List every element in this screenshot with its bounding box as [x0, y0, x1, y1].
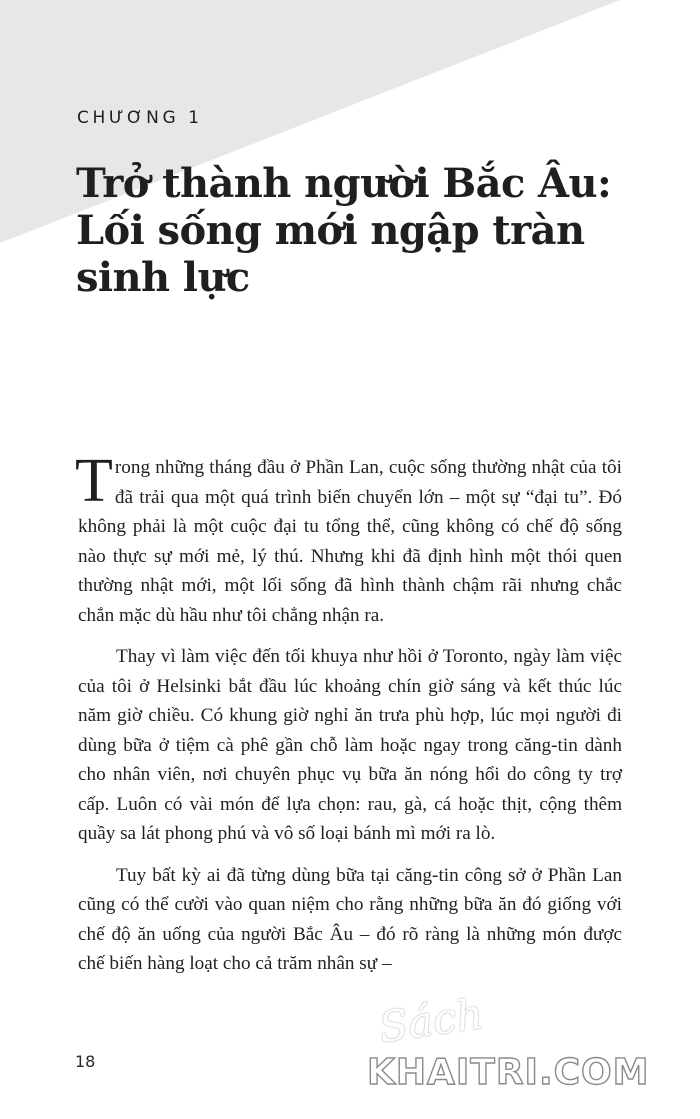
paragraph [75, 447, 622, 630]
page-number: 18 [75, 1052, 96, 1071]
drop-cap: T [75, 447, 113, 515]
chapter-title-line: Trở thành người Bắc Âu: [76, 160, 612, 207]
chapter-label: CHƯƠNG 1 [77, 108, 203, 128]
paragraph-text: rong những tháng đầu ở Phần Lan, cuộc sống thường nhật của tôi đã trải qua một quá trình biến chuyển lớn – một sự “đại tu”. Đó không phải là một cuộc đại tu tổng thể, cũng không có chế độ sống nào thực sự mới mẻ, lý thú. Nhưng khi đã định hình một thói quen thường nhật mới, một lối sống đã hình thành chậm rãi nhưng chắc chắn mặc dù hầu như tôi chẳng nhận ra. [78, 457, 622, 626]
chapter-title-line: sinh lực [76, 254, 250, 301]
watermark-logo [345, 988, 690, 1111]
body-text [75, 447, 622, 991]
watermark-script-text: Sách [376, 988, 487, 1053]
paragraph: Thay vì làm việc đến tối khuya như hồi ở Toronto, ngày làm việc của tôi ở Helsinki bắt đầu lúc khoảng chín giờ sáng và kết thúc lúc năm giờ chiều. Có khung giờ nghỉ ăn trưa phù hợp, lúc mọi người đi dùng bữa ở tiệm cà phê gần chỗ làm hoặc ngay trong căng-tin dành cho nhân viên, nơi chuyên phục vụ bữa ăn nóng hổi do công ty trợ cấp. Luôn có vài món để lựa chọn: rau, gà, cá hoặc thịt, cộng thêm quầy sa lát phong phú và vô số loại bánh mì mới ra lò. [78, 646, 622, 844]
chapter-title [76, 160, 656, 301]
paragraph: Tuy bất kỳ ai đã từng dùng bữa tại căng-tin công sở ở Phần Lan cũng có thể cười vào quan niệm cho rằng những bữa ăn đó giống với chế độ ăn uống của người Bắc Âu – đó rõ ràng là những món được chế biến hàng loạt cho cả trăm nhân sự – [78, 864, 622, 974]
watermark-brand-text: KHAITRI.COM [367, 1052, 650, 1093]
chapter-title-line: Lối sống mới ngập tràn [76, 207, 585, 254]
